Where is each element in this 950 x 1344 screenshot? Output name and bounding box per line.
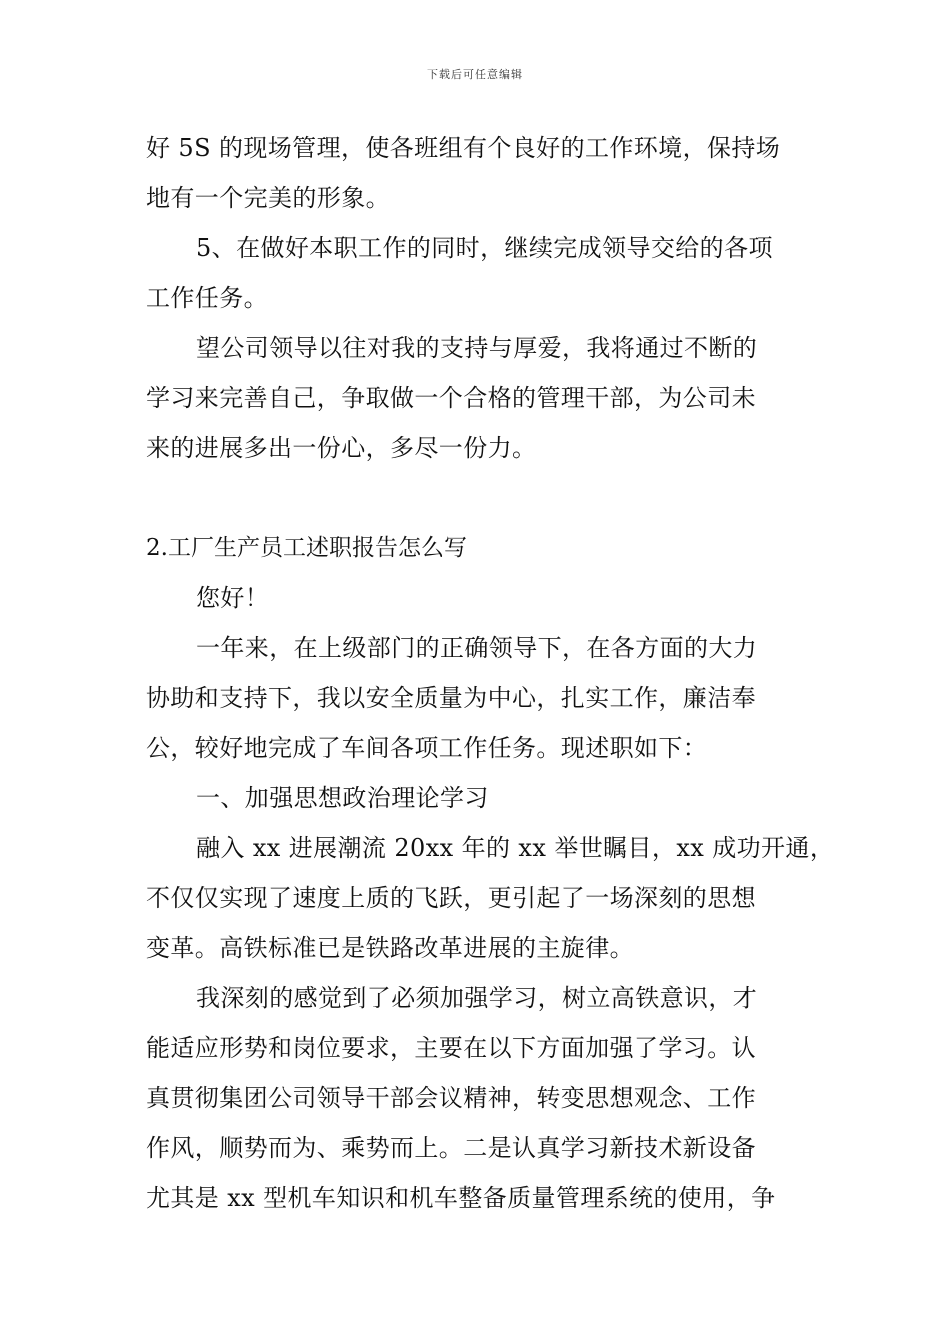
paragraph-line: 学习来完善自己，争取做一个合格的管理干部，为公司未 — [146, 384, 756, 412]
document-body — [146, 123, 835, 1223]
paragraph-line: 真贯彻集团公司领导干部会议精神，转变思想观念、工作 — [146, 1084, 756, 1112]
paragraph-line: 工作任务。 — [146, 284, 268, 312]
paragraph-line: 不仅仅实现了速度上质的飞跃，更引起了一场深刻的思想 — [146, 884, 756, 912]
paragraph-line: 尤其是 xx 型机车知识和机车整备质量管理系统的使用，争 — [146, 1184, 776, 1212]
subsection-heading: 一、加强思想政治理论学习 — [196, 784, 489, 812]
paragraph-line: 能适应形势和岗位要求，主要在以下方面加强了学习。认 — [146, 1034, 756, 1062]
paragraph-line: 望公司领导以往对我的支持与厚爱，我将通过不断的 — [196, 334, 758, 362]
paragraph-line: 您好！ — [196, 584, 270, 612]
paragraph-line: 地有一个完美的形象。 — [146, 184, 390, 212]
paragraph-line: 作风，顺势而为、乘势而上。二是认真学习新技术新设备 — [146, 1134, 756, 1162]
paragraph-line: 我深刻的感觉到了必须加强学习，树立高铁意识，才 — [196, 984, 758, 1012]
paragraph-line: 融入 xx 进展潮流 20xx 年的 xx 举世瞩目，xx 成功开通， — [196, 834, 835, 862]
section-gap — [146, 473, 816, 523]
paragraph-line: 协助和支持下，我以安全质量为中心，扎实工作，廉洁奉 — [146, 684, 756, 712]
paragraph-line: 好 5S 的现场管理，使各班组有个良好的工作环境，保持场 — [146, 134, 781, 162]
paragraph-line: 5、在做好本职工作的同时，继续完成领导交给的各项 — [196, 234, 773, 262]
paragraph-line: 变革。高铁标准已是铁路改革进展的主旋律。 — [146, 934, 634, 962]
paragraph-line: 公，较好地完成了车间各项工作任务。现述职如下： — [146, 734, 708, 762]
paragraph-line: 来的进展多出一份心，多尽一份力。 — [146, 434, 537, 462]
page-header: 下载后可任意编辑 — [427, 68, 523, 81]
paragraph-line: 一年来，在上级部门的正确领导下，在各方面的大力 — [196, 634, 758, 662]
section-heading: 2.工厂生产员工述职报告怎么写 — [146, 535, 467, 561]
